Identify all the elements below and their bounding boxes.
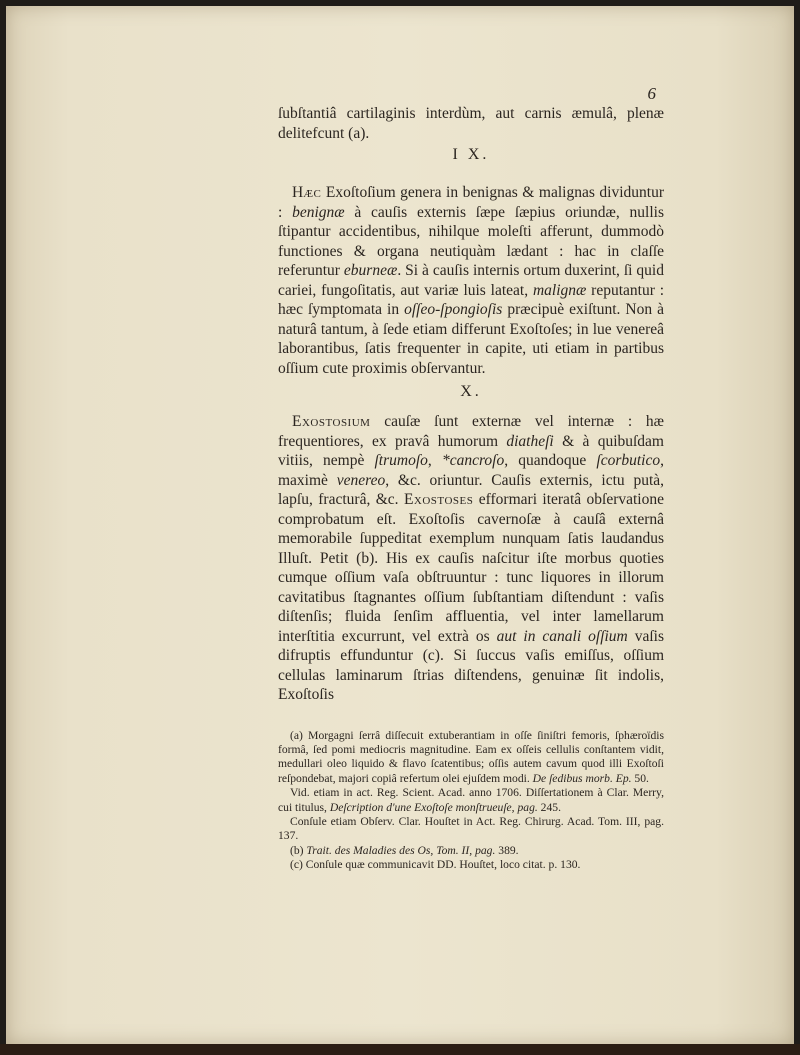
text-column <box>278 84 664 873</box>
italic-term: venereo <box>336 471 386 489</box>
page-number: 6 <box>647 84 656 103</box>
text-run: , quandoque <box>504 452 597 469</box>
small-caps-term: Exostoses <box>403 491 474 508</box>
text-run: 50. <box>631 771 649 785</box>
text-run: , <box>427 452 442 469</box>
text-run: Vid. etiam in act. Reg. Scient. Acad. anno 1706. Diſſertationem à Clar. Merry, cui titulus, <box>278 786 664 814</box>
text-run: , &c. oriuntur. Cauſis externis, ictu putà, lapſu, fracturâ, &c. <box>278 471 664 508</box>
scan-bottom-edge <box>0 1044 800 1055</box>
book-page <box>6 6 794 1044</box>
section-x-paragraph <box>278 412 664 705</box>
text-run: Exoſtoſium genera in benignas & malignas dividuntur : <box>278 184 664 221</box>
text-run: vaſis difruptis effunduntur (c). Si ſuccus vaſis emiſſus, oſſium cellulas laminarum ſtrias diſtendens, genuinæ ſit indolis, Exoſtoſis <box>278 627 664 703</box>
footnote-a-continued <box>278 786 664 815</box>
italic-term: ſtrumoſo <box>374 452 428 469</box>
footnotes <box>278 729 664 873</box>
drop-letter: H <box>292 184 304 201</box>
text-run: , maximè <box>278 452 664 489</box>
footnote-b <box>278 844 664 858</box>
text-run: 389. <box>495 843 519 857</box>
text-run: præcipuè exiſtunt. Non à naturâ tantum, à ſede etiam differunt Exoſtoſes; in lue venereâ laborantibus, ſatis frequenter in capite, uti etiam in partibus oſſium cute proximis obſervantur. <box>278 301 664 377</box>
text-run: reputantur : hæc ſymptomata in <box>278 281 664 318</box>
italic-term: oſſeo-ſpongioſis <box>404 301 503 318</box>
text-run: . Si à cauſis internis ortum duxerint, ſi quid cariei, fungoſitatis, aut variæ luis lateat, <box>278 262 664 299</box>
italic-term: malignæ <box>532 281 587 299</box>
text-run: à cauſis externis ſæpe ſæpius oriundæ, nullis ſtipantur accidentibus, nihilque moleſti afferunt, dummodò functiones & organa neutiquàm lædant : hac in claſſe referuntur <box>278 203 664 279</box>
small-caps-lead: æc <box>303 184 322 201</box>
section-heading-ix: I X. <box>452 146 490 163</box>
text-run: (a) Morgagni ſerrâ diſſecuit extuberantiam in oſſe ſiniſtri femoris, ſphæroïdis formâ, ſed pomi mediocris magnitudine. Eam ex oſſeis cellulis conſtantem vidit, medullari oleo liquido & flavo ſcatentibus; oſſis autem cavum quod illi Exoſtoſi reſpondebat, majori copiâ refertum olei ejuſdem modi. <box>278 728 664 785</box>
italic-term: benignæ <box>292 203 345 221</box>
text-run: cauſæ ſunt externæ vel internæ : hæ frequentiores, ex pravâ humorum <box>278 413 664 450</box>
text-run: 245. <box>537 800 561 814</box>
italic-term: eburneæ <box>343 262 398 279</box>
text-run: & à quibuſdam vitiis, nempè <box>278 432 664 469</box>
italic-term: ſcorbutico <box>596 452 661 469</box>
italic-term: diatheſi <box>506 432 554 450</box>
text-run: efformari iteratâ obſervatione comprobatum eſt. Exoſtoſis cavernoſæ à cauſâ externâ memorabile ſuppeditat exemplum nunquam ſatis laudandus Illuſt. Petit (b). His ex cauſis naſcitur iſte morbus quoties cumque oſſium vaſa obſtruuntur : tunc liquores in illorum cavitatibus ſtagnantes oſſium ſubſtantiam diſtendunt : vaſis diſtenſis; fluida ſenſim affluentia, vel inter lamellarum interſtitia excurrunt, vel extrà os <box>278 491 664 645</box>
footnote-c: (c) Conſule quæ communicavit DD. Houſtet, loco citat. p. 130. <box>290 858 581 872</box>
continuation-paragraph: ſubſtantiâ cartilaginis interdùm, aut carnis æmulâ, plenæ delitefcunt (a). <box>278 105 664 142</box>
text-run: (b) <box>290 843 307 857</box>
footnote-a-continued-2: Conſule etiam Obſerv. Clar. Houſtet in Act. Reg. Chirurg. Acad. Tom. III, pag. 137. <box>278 814 664 843</box>
section-heading-x: X. <box>460 383 482 400</box>
small-caps-lead: Exostosium <box>292 413 371 430</box>
italic-citation: De ſedibus morb. Ep. <box>532 771 632 785</box>
section-ix-paragraph <box>278 183 664 378</box>
italic-term: aut in canali oſſium <box>496 627 628 645</box>
italic-citation: Trait. des Maladies des Os, Tom. II, pag. <box>306 843 496 857</box>
footnote-a <box>278 729 664 787</box>
italic-citation: Deſcription d'une Exoſtoſe monſtrueuſe, pag. <box>329 800 538 814</box>
italic-term: *cancroſo <box>441 452 505 469</box>
